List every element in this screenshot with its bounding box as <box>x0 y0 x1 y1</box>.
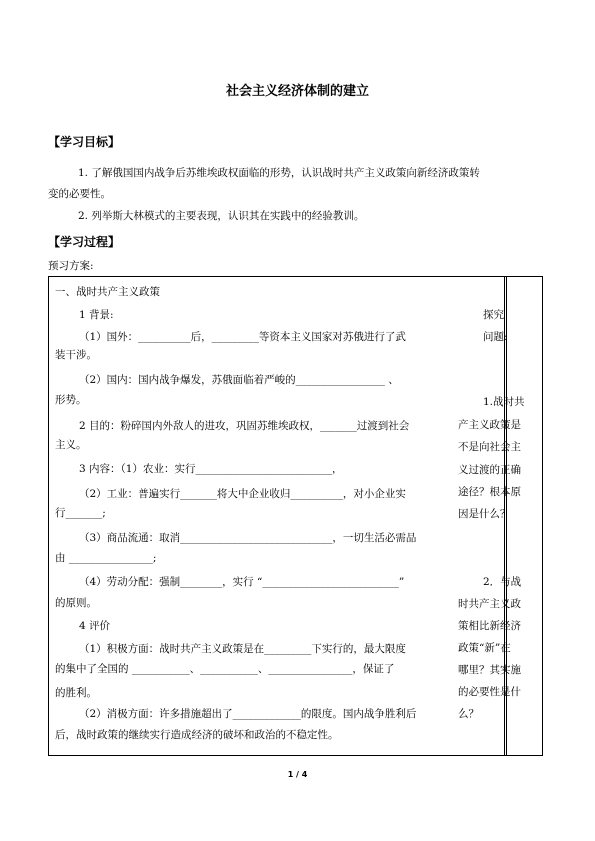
side-line: 的必要性是什 <box>458 686 521 698</box>
goal-1-line-2: 变的必要性。 <box>48 188 111 200</box>
main-line: 4 评价 <box>79 620 111 632</box>
side-line: 2．与战 <box>483 576 522 588</box>
side-line: 哪里？其实施 <box>458 664 521 676</box>
process-heading: 【学习过程】 <box>48 235 121 249</box>
main-line: 后，战时政策的继续实行造成经济的破坏和政治的不稳定性。 <box>55 729 339 741</box>
main-line: 1 背景: <box>79 309 114 321</box>
goal-1-line-1: 1. 了解俄国国内战争后苏维埃政权面临的形势，认识战时共产主义政策向新经济政策转 <box>78 167 480 179</box>
side-line: 产主义政策是 <box>458 419 521 431</box>
side-line: 义过渡的正确 <box>458 464 521 476</box>
goals-heading: 【学习目标】 <box>48 135 121 149</box>
side-line: 么？ <box>458 708 479 720</box>
side-line: 问题: <box>483 331 508 343</box>
main-line: （2）工业：普遍实行_______将大中企业收归__________，对小企业实 <box>79 488 406 500</box>
main-line: （3）商品流通：取消_____________________________，一切生活必需品 <box>79 532 417 544</box>
side-line: 不是向社会主 <box>458 441 521 453</box>
main-line: 一、战时共产主义政策 <box>55 286 160 298</box>
main-line: （2）国内：国内战争爆发，苏俄面临着严峻的_________________ 、 <box>79 374 399 386</box>
main-line: （2）消极方面：许多措施超出了_____________的限度。国内战争胜利后 <box>79 708 417 720</box>
side-line: 时共产主义政 <box>458 598 521 610</box>
side-line: 1.战时共 <box>483 396 525 408</box>
side-line: 探究 <box>483 309 504 321</box>
main-line: 形势。 <box>55 394 87 406</box>
main-line: 的胜利。 <box>55 687 97 699</box>
page-number: 1 / 4 <box>287 770 308 779</box>
main-line: 行_______; <box>55 507 106 519</box>
main-line: （4）劳动分配：强制________，实行 “__________________________” <box>79 576 405 588</box>
main-line: 由 ________________; <box>55 552 157 564</box>
main-line: 2 目的：粉碎国内外敌人的进攻，巩固苏维埃政权，_______过渡到社会 <box>79 420 410 432</box>
side-line: 策相比新经济 <box>458 620 521 632</box>
goal-2: 2. 列举斯大林模式的主要表现，认识其在实践中的经验教训。 <box>78 210 365 222</box>
main-line: 的集中了全国的 ___________、___________、________________，保证了 <box>55 663 395 675</box>
main-line: （1）国外：__________后，_________等资本主义国家对苏俄进行了武 <box>79 331 406 343</box>
main-line: （1）积极方面：战时共产主义政策是在_________下实行的，最大限度 <box>79 643 406 655</box>
main-line: 主义。 <box>55 439 87 451</box>
side-line: 因是什么？ <box>458 508 511 520</box>
main-line: 3 内容：（1）农业：实行__________________________， <box>79 463 343 475</box>
worksheet-table <box>48 276 543 756</box>
page-title: 社会主义经济体制的建立 <box>225 84 369 99</box>
side-line: 政策“新”在 <box>458 642 511 654</box>
main-line: 装干涉。 <box>55 349 97 361</box>
main-line: 的原则。 <box>55 597 97 609</box>
preview-label: 预习方案: <box>48 260 94 272</box>
side-line: 途径？根本原 <box>458 486 521 498</box>
